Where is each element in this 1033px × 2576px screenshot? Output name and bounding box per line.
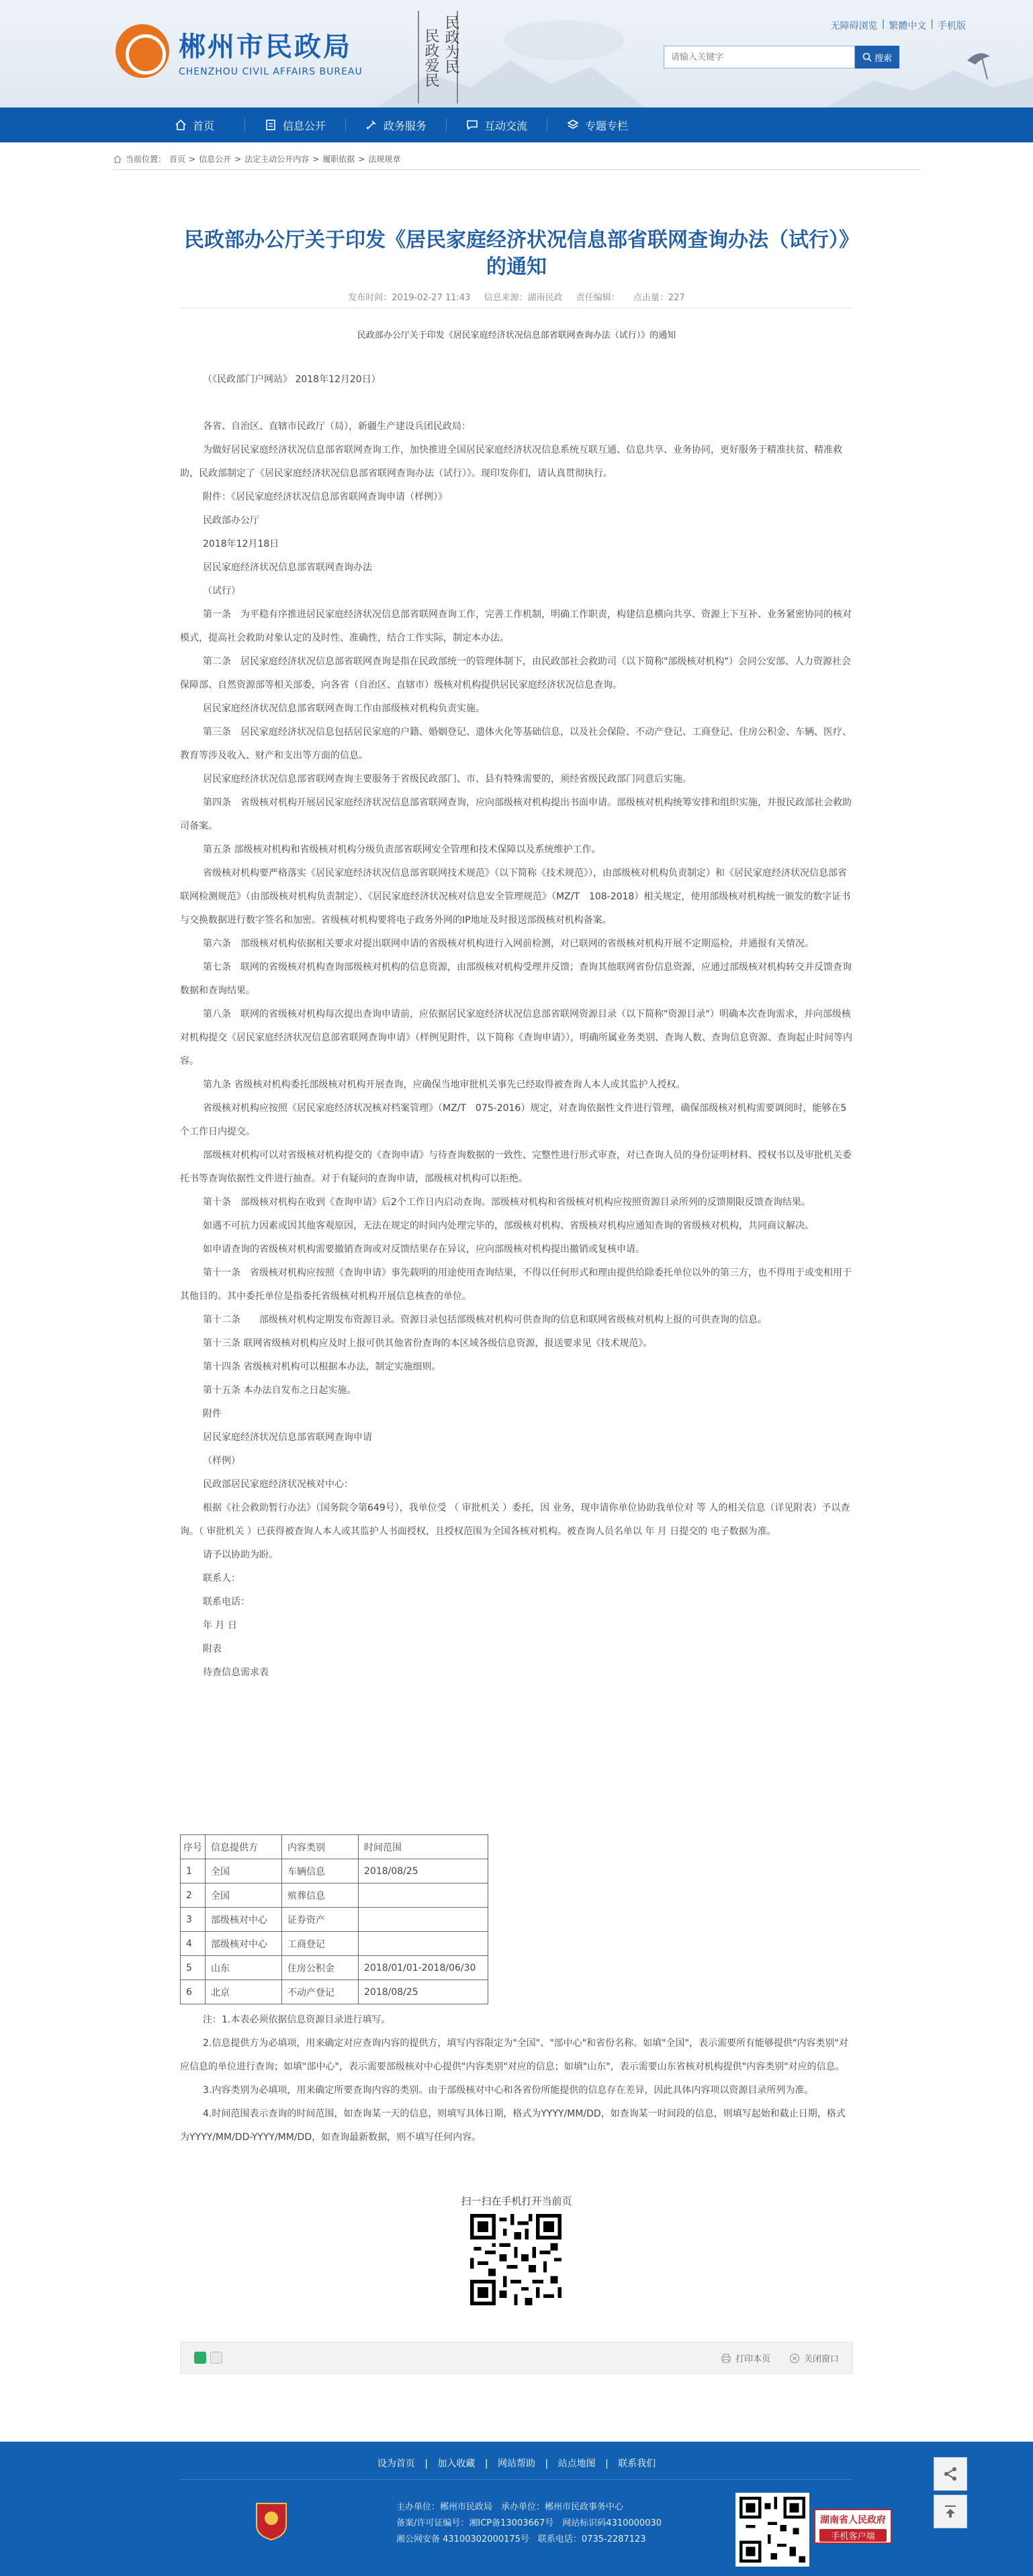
layers-icon [566, 118, 580, 132]
search-button[interactable] [855, 46, 899, 69]
editor: 责任编辑： [576, 293, 620, 303]
click-count: 点击量：227 [633, 293, 685, 303]
article-subtitle: 民政部办公厅关于印发《居民家庭经济状况信息部省联网查询办法（试行）》的通知 [357, 330, 676, 341]
article-meta [180, 290, 853, 303]
table-cell: 住房公积金 [282, 1956, 359, 1980]
article-title: 民政部办公厅关于印发《居民家庭经济状况信息部省联网查询办法（试行）》的通知 [184, 228, 849, 279]
document-icon [264, 118, 277, 132]
hunan-gov-app-badge[interactable] [814, 2509, 892, 2544]
article-paragraph: 第二条 居民家庭经济状况信息部省联网查询是指在民政部统一的管理体制下，由民政部社会救助司（以下简称"部级核对机构"）会同公安部、人力资源社会保障部、自然资源部等相关部委，向各省（自治区、直辖市）级核对机构提供居民家庭经济状况信息查询。 [180, 656, 851, 691]
table-cell: 全国 [206, 1883, 282, 1908]
table-cell [359, 1883, 488, 1908]
table-cell: 4 [181, 1932, 206, 1956]
print-button[interactable] [721, 2352, 770, 2364]
article-paragraph: 第九条 省级核对机构委托部级核对机构开展查询，应确保当地审批机关事先已经取得被查询人本人或其监护人授权。 [203, 1079, 686, 1090]
table-cell [359, 1908, 488, 1932]
table-cell: 证券资产 [282, 1908, 359, 1932]
table-row [181, 1883, 488, 1908]
page-qr-code-icon [470, 2214, 562, 2305]
article-paragraph: 民政部办公厅 [203, 515, 259, 526]
search-input[interactable] [664, 46, 854, 68]
publish-date: 发布时间：2019-02-27 11:43 [348, 293, 471, 303]
share-buttons [194, 2352, 222, 2364]
table-row [181, 1980, 488, 2004]
badge-subtitle: 手机客户端 [819, 2529, 887, 2542]
icp-info: 备案/许可证编号：湘ICP备13003667号 网站标识码4310000030 [396, 2518, 662, 2528]
table-cell: 2018/08/25 [359, 1980, 488, 2004]
party-government-badge-icon[interactable] [254, 2501, 289, 2541]
table-cell: 5 [181, 1956, 206, 1980]
calligraphy-slogan [418, 11, 458, 103]
nav-label: 信息公开 [282, 119, 326, 132]
arrow-up-icon [942, 2503, 958, 2520]
footer-divider [180, 2479, 853, 2480]
table-cell: 2018/01/01-2018/06/30 [359, 1956, 488, 1980]
article-paragraph: 第四条 省级核对机构开展居民家庭经济状况信息部省联网查询，应向部级核对机构提出书面申请。部级核对机构统筹安排和组织实施，并报民政部社会救助司备案。 [180, 797, 852, 832]
table-notes [180, 2008, 853, 2149]
organizer-info: 主办单位：郴州市民政局 承办单位：郴州市民政事务中心 [396, 2502, 624, 2512]
breadcrumb-divider [113, 169, 920, 170]
home-icon [174, 118, 187, 132]
article-paragraph: 居民家庭经济状况信息部省联网查询办法 [203, 562, 372, 573]
article-paragraph: 省级核对机构应按照《居民家庭经济状况核对档案管理》（MZ/T 075-2016）规定，对查询依据性文件进行管理，确保部级核对机构需要调阅时，能够在5个工作日内提交。 [180, 1103, 847, 1137]
article-paragraph: 联系人： [203, 1573, 240, 1584]
table-row [181, 1908, 488, 1932]
nav-label: 互动交流 [484, 119, 527, 132]
article-paragraph: 各省、自治区、直辖市民政厅（局），新疆生产建设兵团民政局： [203, 421, 471, 432]
set-homepage-link[interactable]: 设为首页 [377, 2458, 415, 2469]
query-requirements-table [180, 1834, 488, 2004]
table-cell: 部级核对中心 [206, 1908, 282, 1932]
article-paragraph: 第十三条 联网省级核对机构应及时上报可供其他省份查询的本区域各级信息资源，报送要求见《技术规范》。 [203, 1338, 653, 1349]
breadcrumb-separator: > [234, 154, 242, 164]
breadcrumb-separator: > [312, 154, 320, 164]
nav-item-gov-services[interactable] [345, 107, 446, 142]
article-body [180, 415, 853, 1685]
breadcrumb-separator: > [189, 154, 196, 164]
table-header-row [181, 1835, 488, 1859]
table-cell: 不动产登记 [282, 1980, 359, 2004]
back-to-top-button[interactable] [934, 2495, 967, 2528]
article-paragraph: 省级核对机构要严格落实《居民家庭经济状况信息部省联网技术规范》（以下简称《技术规范》），由部级核对机构负责制定）和《居民家庭经济状况信息部省联网检测规范》（由部级核对机构负责制定）、《居民家庭经济状况核对信息安全管理规范》（MZ/T 108-2018）相关规定，使用部级核对机构统一颁发的数字证书与交换数据进行数字签名和加密。省级核对机构要将电子政务外网的IP地址及时报送部级核对机构备案。 [180, 868, 851, 926]
article-paragraph: 如遇不可抗力因素或因其他客观原因，无法在规定的时间内处理完毕的，部级核对机构、省级核对机构应通知查询的省级核对机构，共同商议解决。 [203, 1220, 814, 1231]
nav-label: 专题专栏 [584, 119, 628, 132]
separator: | [881, 19, 885, 30]
main-nav [0, 107, 1033, 142]
weibo-share-icon[interactable] [210, 2352, 222, 2364]
article-paragraph: 联系电话： [203, 1597, 250, 1607]
breadcrumb [113, 153, 400, 165]
article-paragraph: 第十条 部级核对机构在收到《查询申请》后2个工作日内启动查询。部级核对机构和省级核对机构应按照资源目录所列的反馈期限反馈查询结果。 [203, 1197, 811, 1208]
separator: | [605, 2458, 609, 2469]
article-paragraph: （《民政部门户网站》 2018年12月20日） [203, 374, 381, 385]
chat-icon [465, 118, 479, 132]
add-favorite-link[interactable]: 加入收藏 [437, 2458, 476, 2469]
breadcrumb-home[interactable]: 首页 [169, 154, 186, 164]
search-icon [862, 52, 872, 62]
table-cell: 全国 [206, 1859, 282, 1883]
service-icon [365, 118, 378, 132]
article-toolbar [180, 2342, 853, 2374]
slogan-right: 民政为民 [443, 15, 459, 74]
article-paragraph: 第六条 部级核对机构依据相关要求对提出联网申请的省级核对机构进行入网前检测，对已联网的省级核对机构开展不定期巡检，并通报有关情况。 [203, 938, 814, 949]
article-paragraph: （样例） [203, 1456, 240, 1466]
civil-affairs-emblem-icon [116, 24, 169, 78]
table-cell: 殡葬信息 [282, 1883, 359, 1908]
location-home-icon [113, 154, 122, 164]
article-paragraph: 居民家庭经济状况信息部省联网查询工作由部级核对机构负责实施。 [203, 703, 485, 714]
article-paragraph: 待查信息需求表 [203, 1667, 269, 1678]
article-paragraph: 第七条 联网的省级核对机构查询部级核对机构的信息资源，由部级核对机构受理并反馈；查询其他联网省份信息资源，应通过部级核对机构转交并反馈查询数据和查询结果。 [180, 962, 852, 996]
contact-us-link[interactable]: 联系我们 [618, 2458, 656, 2469]
note-paragraph: 2.信息提供方为必填项，用来确定对应查询内容的提供方，填写内容限定为"全国"、"部中心"和省份名称。如填"全国"，表示需要所有能够提供"内容类别"对应信息的单位进行查询；如填"部中心"，表示需要部级核对中心提供"内容类别"对应的信息；如填"山东"，表示需要山东省核对机构提供"内容类别"对应的信息。 [180, 2038, 848, 2072]
article-paragraph: 附表 [203, 1644, 222, 1654]
breadcrumb-regulations[interactable]: 法规规章 [368, 154, 401, 164]
table-header-cell: 信息提供方 [206, 1835, 282, 1859]
article-paragraph: 民政部居民家庭经济状况核对中心： [203, 1479, 353, 1490]
article-paragraph: 第十一条 省级核对机构应按照《查询申请》事先载明的用途使用查询结果，不得以任何形式和理由提供给除委托单位以外的第三方，也不得用于或变相用于其他目的。其中委托单位是指委托省级核对机构开展信息核查的单位。 [180, 1268, 852, 1302]
table-header-cell: 内容类别 [282, 1835, 359, 1859]
site-footer [0, 2442, 1033, 2576]
police-record-info: 湘公网安备 43100302000175号 联系电话：0735-2287123 [396, 2534, 646, 2544]
article-paragraph: 如申请查询的省级核对机构需要撤销查询或对反馈结果存在异议，应向部级核对机构提出撤销或复核申请。 [203, 1244, 645, 1255]
table-header-cell: 序号 [181, 1835, 206, 1859]
close-icon [789, 2353, 800, 2364]
wechat-share-icon[interactable] [194, 2352, 206, 2364]
article-paragraph: 附件 [203, 1409, 222, 1419]
article-paragraph: 第三条 居民家庭经济状况信息包括居民家庭的户籍、婚姻登记、遗体火化等基础信息，以及社会保险、不动产登记、工商登记、住房公积金、车辆、医疗、教育等涉及收入、财产和支出等方面的信息。 [180, 727, 852, 761]
search-button-label: 搜索 [874, 53, 892, 64]
nav-label: 政务服务 [383, 119, 426, 132]
nav-label: 首页 [192, 119, 214, 132]
accessibility-link[interactable]: 无障碍浏览 [830, 21, 878, 32]
table-cell: 1 [181, 1859, 206, 1883]
mobile-version-link[interactable]: 手机版 [938, 21, 966, 32]
site-name-english: CHENZHOU CIVIL AFFAIRS BUREAU [179, 66, 363, 77]
table-cell: 北京 [206, 1980, 282, 2004]
article-paragraph: 居民家庭经济状况信息部省联网查询申请 [203, 1432, 372, 1443]
badge-title: 湖南省人民政府 [820, 2515, 886, 2526]
article-paragraph: 根据《社会救助暂行办法》（国务院令第649号），我单位受 （ 审批机关 ）委托，因 业务，现申请你单位协助我单位对 等 人的相关信息（详见附表）予以查询。（ 审批机关 ）已获得被查询人本人或其监护人书面授权，且授权范围为全国各核对机构。被查询人员名单以 年 月 日提交的 电子数据为准。 [180, 1503, 850, 1537]
table-cell: 6 [181, 1980, 206, 2004]
nav-item-home[interactable] [144, 107, 244, 142]
article-paragraph: 年 月 日 [203, 1620, 237, 1631]
table-cell: 车辆信息 [282, 1859, 359, 1883]
article-paragraph: 居民家庭经济状况信息部省联网查询主要服务于省级民政部门、市、县有特殊需要的，须经省级民政部门同意后实施。 [203, 774, 692, 785]
table-row [181, 1932, 488, 1956]
article-paragraph: （试行） [203, 586, 240, 596]
table-cell: 2 [181, 1883, 206, 1908]
separator: | [930, 19, 934, 30]
article-paragraph: 第十五条 本办法自发布之日起实施。 [203, 1385, 357, 1396]
breadcrumb-separator: > [358, 154, 365, 164]
site-name: 郴州市民政局 [179, 31, 352, 62]
separator: | [484, 2458, 488, 2469]
site-help-link[interactable]: 网站帮助 [498, 2458, 535, 2469]
article-paragraph: 附件：《居民家庭经济状况信息部省联网查询申请（样例）》 [203, 492, 447, 502]
table-cell [359, 1932, 488, 1956]
table-header-cell: 时间范围 [359, 1835, 488, 1859]
article-paragraph: 第一条 为平稳有序推进居民家庭经济状况信息部省联网查询工作，完善工作机制，明确工作职责，构建信息横向共享、资源上下互补、业务紧密协同的核对模式，提高社会救助对象认定的及时性、准确性，结合工作实际，制定本办法。 [180, 609, 852, 643]
close-label: 关闭窗口 [803, 2354, 839, 2364]
footer-qr-code-icon [735, 2493, 809, 2567]
table-cell: 部级核对中心 [206, 1932, 282, 1956]
breadcrumb-prefix: 当前位置： [126, 154, 167, 164]
info-source: 信息来源：湖南民政 [484, 293, 563, 303]
article-paragraph: 请予以协助为盼。 [203, 1550, 278, 1560]
note-paragraph: 4.时间范围表示查询的时间范围，如查询某一天的信息，则填写具体日期，格式为YYYY/MM/DD，如查询某一时间段的信息，则填写起始和截止日期，格式为YYYY/MM/DD-YYYY/MM/DD，如查询最新数据，则不填写任何内容。 [180, 2108, 846, 2143]
share-float-button[interactable] [934, 2457, 967, 2491]
article-paragraph: 第五条 部级核对机构和省级核对机构分级负责部省联网安全管理和技术保障以及系统维护工作。 [203, 844, 601, 855]
table-cell: 工商登记 [282, 1932, 359, 1956]
table-cell: 2018/08/25 [359, 1859, 488, 1883]
article-paragraph: 第八条 联网的省级核对机构每次提出查询申请前，应依据居民家庭经济状况信息部省联网资源目录（以下简称"资源目录"）明确本次查询需求，并向部级核对机构提交《居民家庭经济状况信息部省联网查询申请》（样例见附件，以下简称《查询申请》），明确所属业务类别、查询人数、查询信息资源、查询起止时间等内容。 [180, 1009, 852, 1067]
search-box [664, 46, 855, 69]
print-label: 打印本页 [735, 2354, 770, 2364]
separator: | [545, 2458, 549, 2469]
table-row [181, 1859, 488, 1883]
table-cell: 山东 [206, 1956, 282, 1980]
breadcrumb-info-disclosure[interactable]: 信息公开 [199, 154, 232, 164]
note-paragraph: 3.内容类别为必填项，用来确定所要查询内容的类别。由于部级核对中心和各省份所能提供的信息存在差异，因此具体内容项以资源目录所列为准。 [203, 2085, 814, 2096]
article-body-intro [180, 368, 853, 392]
breadcrumb-statutory-content[interactable]: 法定主动公开内容 [244, 154, 310, 164]
site-logo[interactable] [116, 24, 363, 78]
traditional-chinese-link[interactable]: 繁體中文 [889, 21, 927, 32]
article-paragraph: 2018年12月18日 [203, 539, 279, 549]
footer-info [396, 2499, 662, 2548]
nav-item-info-disclosure[interactable] [244, 107, 345, 142]
article-paragraph: 第十二条 部级核对机构定期发布资源目录。资源目录包括部级核对机构可供查询的信息和联网省级核对机构上报的可供查询的信息。 [203, 1315, 767, 1325]
article-paragraph: 第十四条 省级核对机构可以根据本办法，制定实施细则。 [203, 1362, 441, 1372]
sitemap-link[interactable]: 站点地图 [557, 2458, 596, 2469]
slogan-left: 民政爱民 [422, 28, 439, 87]
footer-links [0, 2456, 1033, 2470]
note-paragraph: 注：1.本表必须依据信息资源目录进行填写。 [203, 2014, 391, 2025]
breadcrumb-duty-basis[interactable]: 履职依据 [322, 154, 355, 164]
printer-icon [721, 2353, 731, 2364]
table-cell: 3 [181, 1908, 206, 1932]
nav-item-special-topics[interactable] [547, 107, 647, 142]
table-row [181, 1956, 488, 1980]
article-paragraph: 部级核对机构可以对省级核对机构提交的《查询申请》与待查询数据的一致性、完整性进行形式审查，对已查询人员的身份证明材料、授权书以及审批机关委托书等查询依据性文件进行抽查。对于有疑问的查询申请，部级核对机构可以拒绝。 [180, 1150, 852, 1184]
share-icon [942, 2466, 958, 2482]
article-paragraph: 为做好居民家庭经济状况信息部省联网查询工作，加快推进全国居民家庭经济状况信息系统互联互通、信息共享、业务协同，更好服务于精准扶贫、精准救助，民政部制定了《居民家庭经济状况信息部省联网查询办法（试行）》。现印发你们，请认真贯彻执行。 [180, 445, 842, 479]
qr-caption: 扫一扫在手机打开当前页 [461, 2195, 572, 2207]
nav-item-interaction[interactable] [446, 107, 547, 142]
separator: | [424, 2458, 428, 2469]
site-header [0, 0, 1033, 107]
top-links [831, 19, 966, 32]
close-window-button[interactable] [789, 2352, 839, 2364]
